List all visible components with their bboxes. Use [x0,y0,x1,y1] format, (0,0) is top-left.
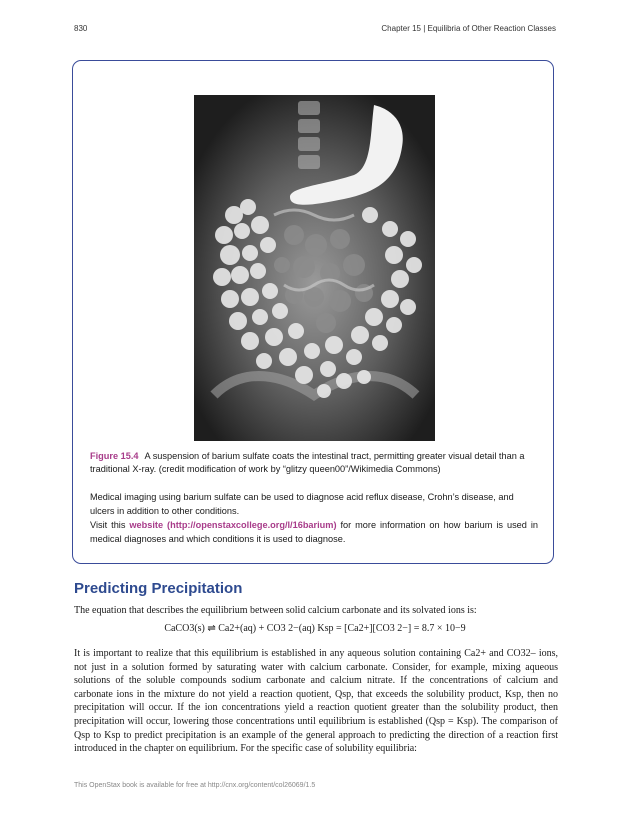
feature-paragraph: Medical imaging using barium sulfate can be used to diagnose acid reflux disease, Crohn’s disease, and ulcers in addition to other conditions. [90,492,514,516]
link-trail-text: for more information on how barium is used in medical diagnoses and which conditions it is used to diagnose. [90,520,538,544]
figure-label: Figure 15.4 [90,451,139,461]
barium-website-link[interactable]: website (http://openstaxcollege.org/l/16barium) [129,520,337,530]
figure-caption-text: A suspension of barium sulfate coats the intestinal tract, permitting greater visual detail than a traditional X-ray. (credit modification of work by “glitzy queen00”/Wikimedia Commons) [90,451,525,474]
feature-link-paragraph [90,519,538,546]
section-intro: The equation that describes the equilibrium between solid calcium carbonate and its solvated ions is: [74,605,477,616]
section-heading: Predicting Precipitation [74,580,243,597]
body-paragraph: It is important to realize that this equilibrium is established in any aqueous solution containing Ca2+ and CO32– ions, not just in a solution formed by saturating water with calcium carbonate. Consider, for example, mixing aqueous solutions of the soluble compounds sodium carbonate and calcium nitrate. If the concentrations of calcium and carbonate ions in the mixture do not yield a reaction quotient, Qsp, that exceeds the solubility product, Ksp, then no precipitation will occur. If the ion concentrations yield a reaction quotient greater than the solubility product, then precipitation will occur, lowering those concentrations until equilibrium is established (Qsp = Ksp). The comparison of Qsp to Ksp to predict precipitation is an example of the general approach to predicting the direction of a reaction first introduced in the chapter on equilibrium. For the specific case of solubility equilibria: [74,648,558,755]
page-number: 830 [74,24,88,33]
figure-caption [90,450,538,476]
page-footer: This OpenStax book is available for free at http://cnx.org/content/col26069/1.5 [74,782,316,789]
link-lead-text: Visit this [90,520,126,530]
xray-image [194,95,435,441]
solubility-equation: CaCO3(s) ⇌ Ca2+(aq) + CO3 2−(aq) Ksp = [Ca2+][CO3 2−] = 8.7 × 10−9 [164,623,466,634]
chapter-header: Chapter 15 | Equilibria of Other Reaction Classes [381,24,556,33]
feature-box [72,60,554,564]
